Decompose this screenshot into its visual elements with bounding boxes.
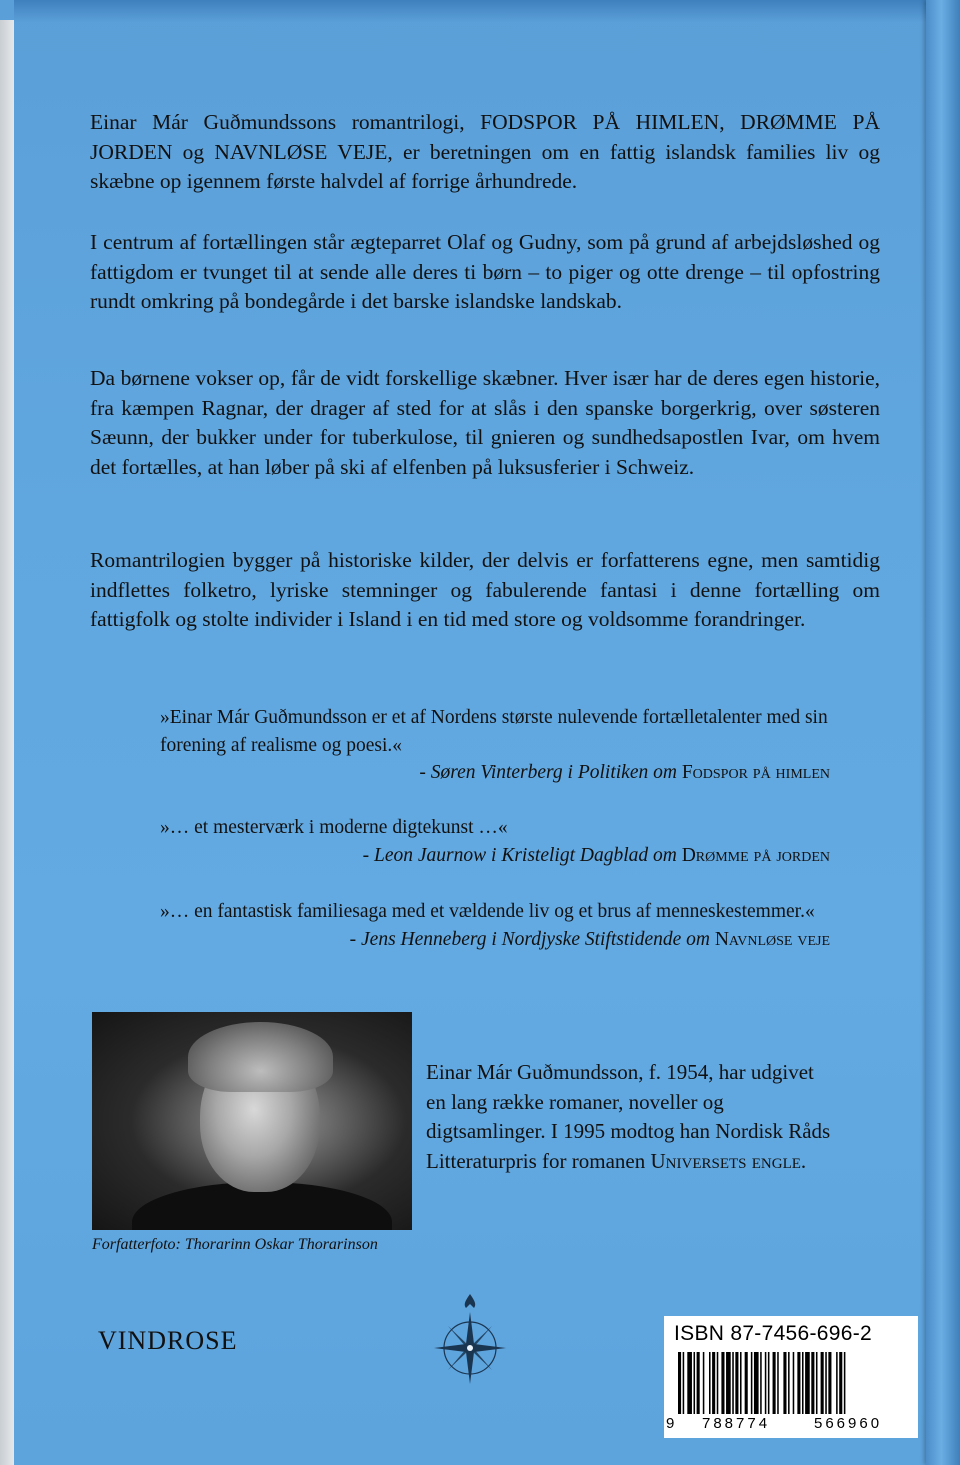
bio-book-title: Universets engle. [650,1148,807,1173]
quote-source: - Jens Henneberg i Nordjyske Stiftstidende om [349,928,710,950]
compass-rose-icon [430,1290,510,1390]
quote-book-title: Navnløse veje [714,928,830,950]
quote-text: »Einar Már Guðmundsson er et af Nordens største nulevende fortælletalenter med sin forening af realisme og poesi.« [160,707,828,756]
isbn-number: ISBN 87-7456-696-2 [674,1322,873,1345]
cover-top-edge [14,0,926,22]
review-quote-1 [160,704,830,787]
blurb-paragraph-1: Einar Már Guðmundssons romantrilogi, FODSPOR PÅ HIMLEN, DRØMME PÅ JORDEN og NAVNLØSE VEJE, er beretningen om en fattig islandsk families liv og skæbne op igennem første halvdel af forrige århundrede. [90,110,880,193]
photo-hair [188,1022,333,1092]
blurb-paragraph-2: I centrum af fortællingen står ægteparret Olaf og Gudny, som på grund af arbejdsløshed og fattigdom er tvunget til at sende alle deres ti børn – to piger og otte drenge – til opfostring rundt omkring på bondegårde i det barske islandske landskab. [90,230,880,313]
review-quote-2 [160,814,830,869]
ean-first-digit: 9 [666,1415,675,1432]
barcode [678,1352,906,1414]
photo-caption: Forfatterfoto: Thorarinn Oskar Thorarinson [92,1236,378,1253]
ean-left-group: 788774 [702,1415,771,1432]
publisher-name: VINDROSE [98,1326,238,1355]
review-quote-3 [160,898,830,953]
quote-source: - Leon Jaurnow i Kristeligt Dagblad om [362,844,677,866]
quote-attribution [160,926,830,954]
quote-source: - Søren Vinterberg i Politiken om [419,762,677,783]
bio-text: Einar Már Guðmundsson, f. 1954, har udgivet en lang række romaner, noveller og digtsamlinger. I 1995 modtog han Nordisk Råds Litteraturpris for romanen [426,1060,831,1173]
quote-book-title: Fodspor på himlen [681,762,830,783]
author-bio [426,1058,836,1176]
book-spine [926,0,960,1465]
author-photo [92,1012,412,1230]
quote-book-title: Drømme på jorden [681,844,830,866]
isbn-label [664,1316,918,1438]
blurb-paragraph-3: Da børnene vokser op, får de vidt forskellige skæbner. Hver især har de deres egen historie, fra kæmpen Ragnar, der drager af sted for at slås i den spanske borgerkrig, over søsteren Sæunn, der bukker under for tuberkulose, til gnieren og sundhedsapostlen Ivar, om hvem det fortælles, at han løber på ski af elfenben på luksusferier i Schweiz. [90,366,880,479]
quote-text: »… en fantastisk familiesaga med et vældende liv og et brus af menneskestemmer.« [160,901,815,922]
quote-text: »… et mesterværk i moderne digtekunst …« [160,817,508,838]
page-edge [0,20,14,1465]
ean-right-group: 566960 [814,1415,883,1432]
quote-attribution [160,759,830,787]
quote-attribution [160,842,830,870]
blurb-paragraph-4: Romantrilogien bygger på historiske kilder, der delvis er forfatterens egne, men samtidig indflettes folketro, lyriske stemninger og fabulerende fantasi i denne fortælling om fattigfolk og stolte individer i Island i en tid med store og voldsomme forandringer. [90,548,880,631]
